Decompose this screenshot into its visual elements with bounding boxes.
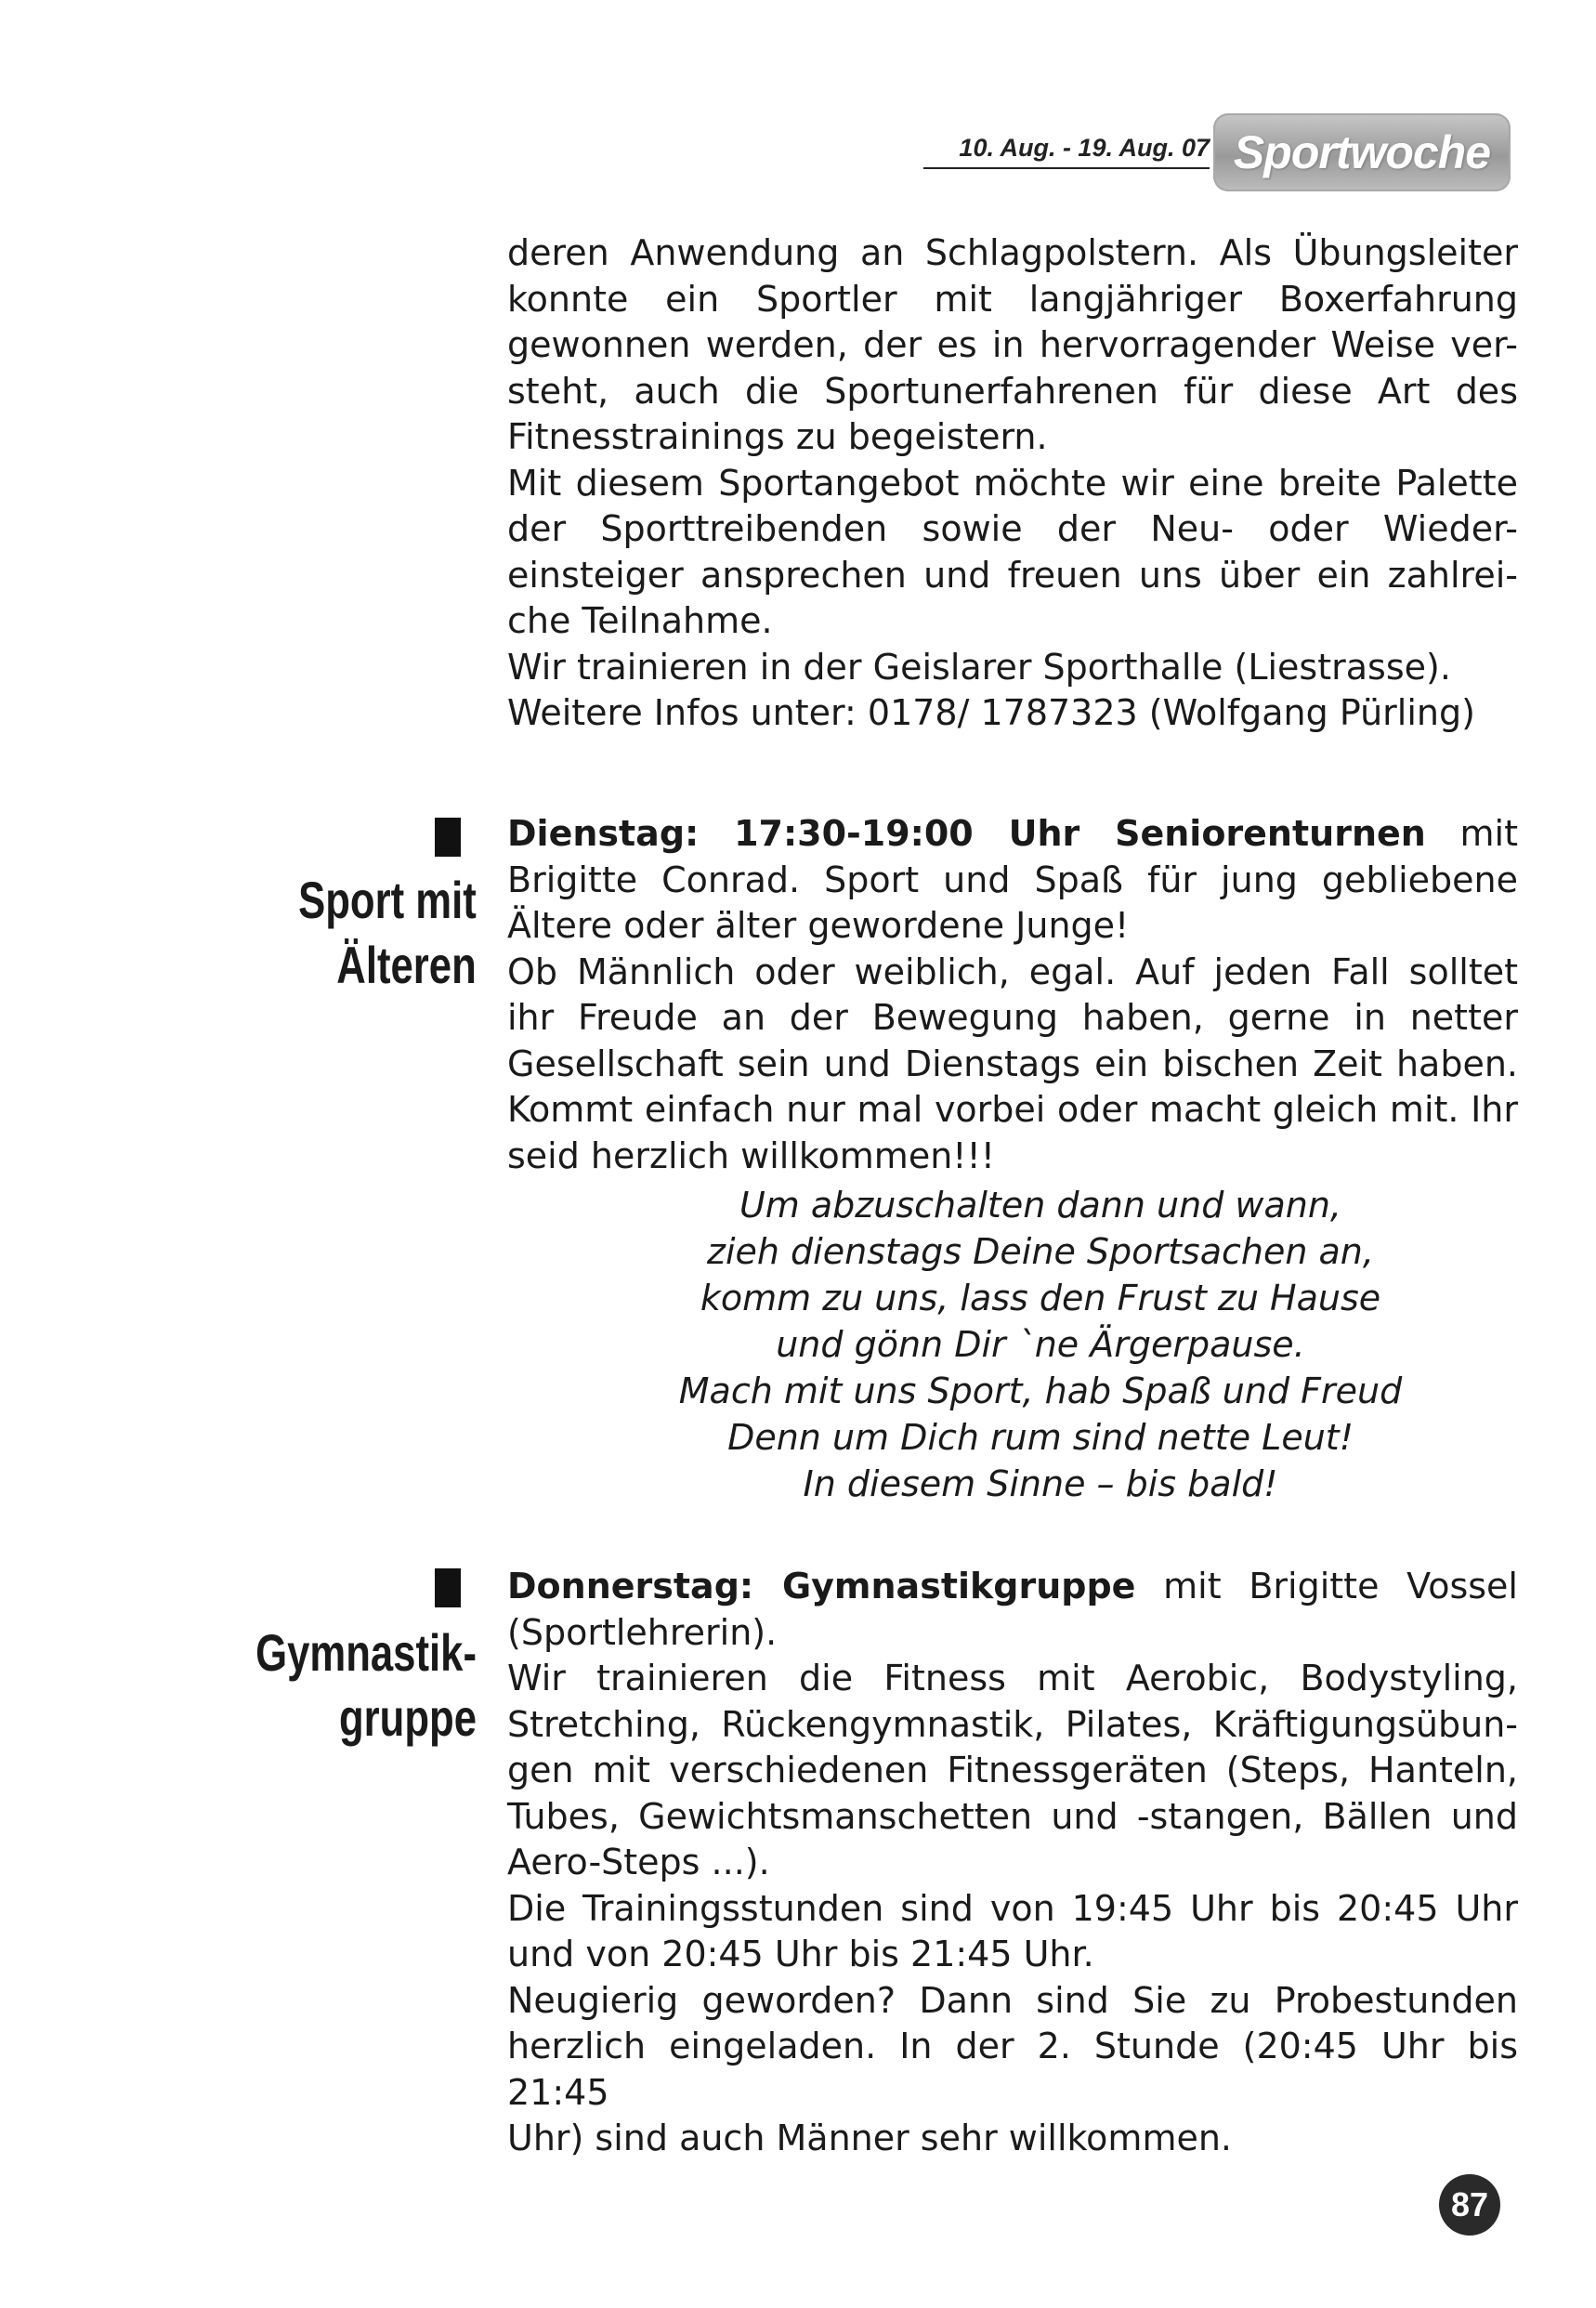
intro-line: steht, auch die Sportunerfahrenen für diese Art des bbox=[507, 370, 1518, 412]
intro-line: Mit diesem Sportangebot möchte wir eine breite Palette bbox=[507, 462, 1518, 504]
gymnastik-line: Wir trainieren die Fitness mit Aerobic, Bodystyling, bbox=[507, 1658, 1518, 1698]
senioren-lead-rest: mit bbox=[1425, 813, 1518, 854]
gymnastik-line: Aero-Steps ...). bbox=[507, 1842, 770, 1882]
section-badge bbox=[1213, 113, 1511, 191]
intro-line: Fitnesstrainings zu begeistern. bbox=[507, 416, 1048, 457]
poem bbox=[595, 1182, 1486, 1507]
senioren-lead-bold: Dienstag: 17:30-19:00 Uhr Seniorenturnen bbox=[507, 813, 1426, 854]
page-header bbox=[910, 113, 1514, 197]
gymnastik-lead-bold: Donnerstag: Gymnastikgruppe bbox=[507, 1566, 1136, 1606]
section-title-senioren bbox=[298, 868, 477, 998]
intro-line: konnte ein Sportler mit langjähriger Boxerfahrung bbox=[507, 278, 1518, 320]
date-range: 10. Aug. - 19. Aug. 07 bbox=[959, 134, 1210, 162]
intro-line: der Sporttreibenden sowie der Neu- oder Wieder- bbox=[507, 508, 1518, 549]
poem-line: und gönn Dir `ne Ärgerpause. bbox=[776, 1324, 1305, 1365]
gymnastik-lead-rest: mit Brigitte Vossel bbox=[1135, 1566, 1518, 1606]
poem-line: komm zu uns, lass den Frust zu Hause bbox=[700, 1278, 1381, 1318]
intro-line: Weitere Infos unter: 0178/ 1787323 (Wolfgang Pürling) bbox=[507, 692, 1475, 733]
senioren-line: Gesellschaft sein und Dienstags ein bischen Zeit haben. bbox=[507, 1043, 1518, 1084]
poem-line: Mach mit uns Sport, hab Spaß und Freud bbox=[678, 1370, 1403, 1411]
section-title-line: Gymnastik- bbox=[255, 1623, 477, 1682]
gymnastik-line: Neugierig geworden? Dann sind Sie zu Probestunden bbox=[507, 1979, 1518, 2021]
senioren-text bbox=[507, 811, 1518, 1179]
gymnastik-line: Uhr) sind auch Männer sehr willkommen. bbox=[507, 2118, 1233, 2158]
gymnastik-text bbox=[507, 1564, 1518, 2162]
page-number: 87 bbox=[1439, 2174, 1500, 2236]
senioren-line: Ältere oder älter gewordene Junge! bbox=[507, 905, 1130, 946]
poem-line: zieh dienstags Deine Sportsachen an, bbox=[707, 1231, 1374, 1272]
intro-line: gewonnen werden, der es in hervorragender Weise ver- bbox=[507, 324, 1518, 365]
gymnastik-line: Stretching, Rückengymnastik, Pilates, Kräftigungsübun- bbox=[507, 1703, 1518, 1745]
poem-line: Denn um Dich rum sind nette Leut! bbox=[727, 1417, 1354, 1458]
gymnastik-line: herzlich eingeladen. In der 2. Stunde (20:45 Uhr bis 21:45 bbox=[507, 2026, 1518, 2113]
section-title-gymnastik bbox=[255, 1620, 477, 1751]
gymnastik-line: Die Trainingsstunden sind von 19:45 Uhr bis 20:45 Uhr bbox=[507, 1887, 1518, 1929]
poem-line: Um abzuschalten dann und wann, bbox=[739, 1185, 1342, 1226]
gymnastik-line: gen mit verschiedenen Fitnessgeräten (Steps, Hanteln, bbox=[507, 1750, 1518, 1790]
gymnastik-line: (Sportlehrerin). bbox=[507, 1611, 778, 1653]
poem-line: In diesem Sinne – bis bald! bbox=[803, 1463, 1278, 1504]
intro-line: deren Anwendung an Schlagpolstern. Als Übungsleiter bbox=[507, 232, 1518, 273]
senioren-line: seid herzlich willkommen!!! bbox=[507, 1134, 995, 1176]
gymnastik-lead bbox=[507, 1564, 1518, 1610]
gymnastik-line: und von 20:45 Uhr bis 21:45 Uhr. bbox=[507, 1934, 1094, 1974]
intro-line: einsteiger ansprechen und freuen uns über ein zahlrei- bbox=[507, 554, 1518, 596]
section-title-line: gruppe bbox=[338, 1688, 477, 1747]
senioren-line: Kommt einfach nur mal vorbei oder macht gleich mit. Ihr bbox=[507, 1089, 1518, 1130]
section-title-line: Älteren bbox=[336, 936, 477, 994]
senioren-line: Ob Männlich oder weiblich, egal. Auf jeden Fall solltet bbox=[507, 951, 1518, 992]
header-underline bbox=[923, 167, 1210, 169]
intro-text bbox=[507, 230, 1518, 737]
intro-line: che Teilnahme. bbox=[507, 600, 773, 641]
senioren-line: ihr Freude an der Bewegung haben, gerne in netter bbox=[507, 997, 1518, 1038]
section-marker-square bbox=[435, 1568, 461, 1607]
section-badge-label: Sportwoche bbox=[1233, 126, 1491, 178]
section-title-line: Sport mit bbox=[298, 871, 477, 929]
senioren-line: Brigitte Conrad. Sport und Spaß für jung gebliebene bbox=[507, 859, 1518, 900]
senioren-lead bbox=[507, 811, 1518, 858]
gymnastik-line: Tubes, Gewichtsmanschetten und -stangen, Bällen und bbox=[507, 1795, 1518, 1837]
intro-line: Wir trainieren in der Geislarer Sporthalle (Liestrasse). bbox=[507, 646, 1451, 688]
section-marker-square bbox=[435, 818, 461, 857]
